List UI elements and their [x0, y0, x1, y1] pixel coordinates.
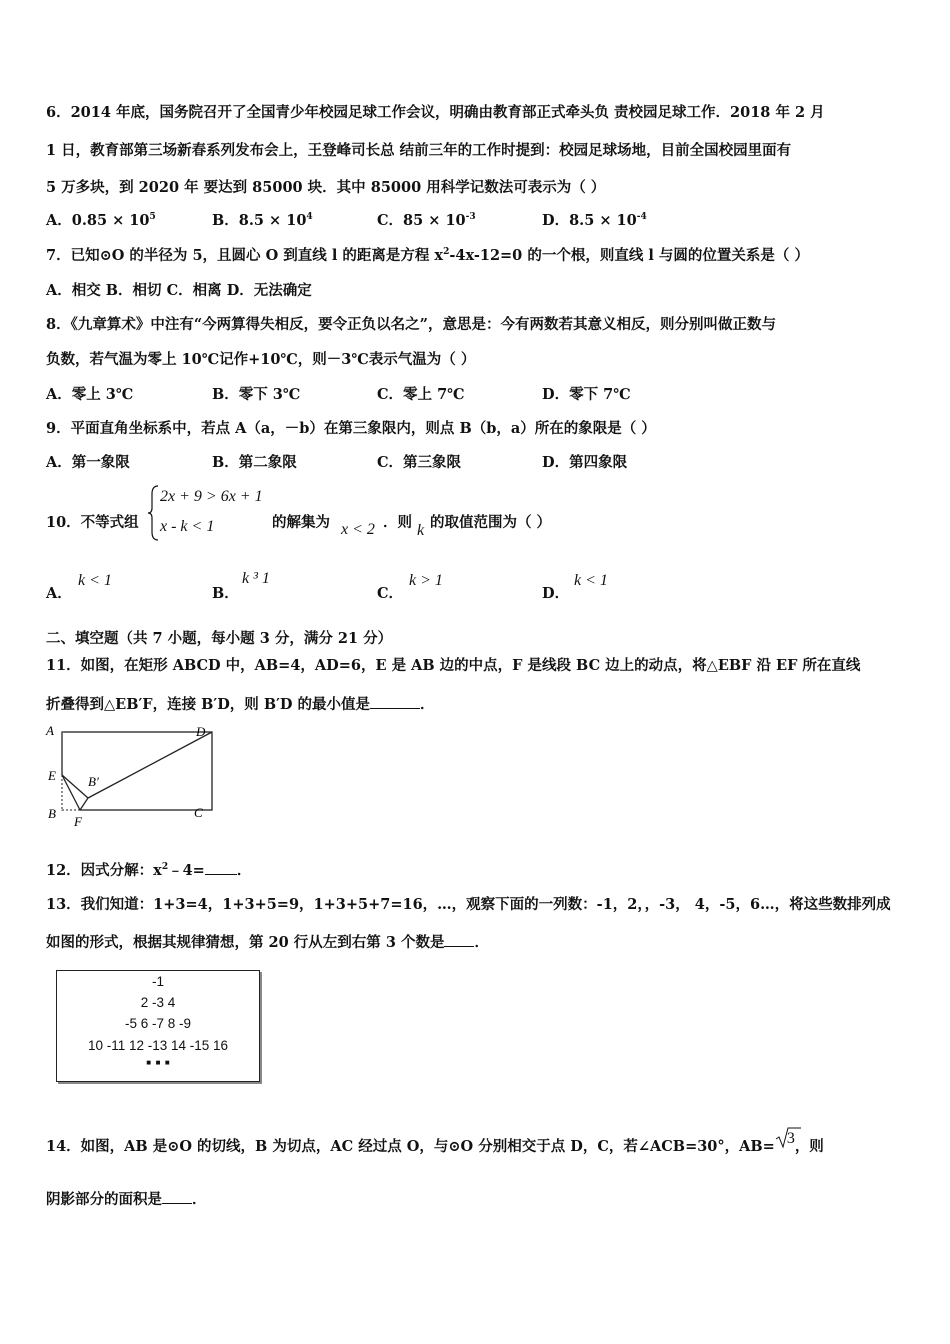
q14-line2: 阴影部分的面积是 ． — [46, 1191, 207, 1208]
q10-suffix: 的取值范围为（ ） — [430, 514, 552, 531]
label-d: D — [196, 724, 206, 739]
q8-option-a: A．零上 3℃ — [46, 386, 134, 403]
q8-option-c: C．零上 7℃ — [377, 386, 465, 403]
q10-inequality-2: x - k < 1 — [160, 518, 215, 535]
q6-option-a: A．$0.85 \times 10^5$ — [46, 212, 156, 229]
q10-prefix: 10．不等式组 — [46, 514, 139, 531]
q8-option-b: B．零下 3℃ — [212, 386, 301, 403]
q10-option-d-label: D． — [542, 585, 570, 602]
q10-solution: x < 2 — [341, 521, 375, 538]
q13-line2: 如图的形式，根据其规律猜想，第 20 行从左到右第 3 个数是 ． — [46, 934, 489, 951]
label-f: F — [74, 814, 82, 829]
q11-line1: 11．如图，在矩形 ABCD 中，AB=4，AD=6，E 是 AB 边的中点，F 是线段 BC 边上的动点，将△EBF 沿 EF 所在直线 — [46, 657, 861, 674]
rectangle-figure — [40, 720, 220, 832]
q7-line1: 7．已知⊙O 的半径为 5，且圆心 O 到直线 l 的距离是方程 $x^2-4x-12=0$ 的一个根，则直线 l 与圆的位置关系是（ ） — [46, 247, 809, 264]
q7-options: A．相交 B．相切 C．相离 D．无法确定 — [46, 282, 312, 299]
q6-line3: 5 万多块，到 2020 年 要达到 85000 块．其中 85000 用科学记数法可表示为（ ） — [46, 179, 606, 196]
q10-mid2: ．则 — [383, 514, 412, 531]
triangle-row: 10 -11 12 -13 14 -15 16 — [87, 1038, 229, 1053]
q10-option-a-label: A． — [46, 585, 72, 602]
q6-line1: 6．2014 年底，国务院召开了全国青少年校园足球工作会议，明确由教育部正式牵头负 责校园足球工作．2018 年 2 月 — [46, 104, 825, 121]
q11-line2: 折叠得到△EB′F，连接 B′D，则 B′D 的最小值是 ． — [46, 696, 435, 713]
q8-line2: 负数，若气温为零上 10℃记作+10℃，则－3℃表示气温为（ ） — [46, 351, 476, 368]
q10-option-a: k < 1 — [78, 572, 112, 589]
triangle-row: -5 6 -7 8 -9 — [124, 1016, 192, 1031]
q9-line1: 9．平面直角坐标系中，若点 A（a，－b）在第三象限内，则点 B（b，a）所在的象限是（ ） — [46, 420, 656, 437]
triangle-row-ellipsis: ■ ■ ■ — [146, 1058, 170, 1067]
triangle-row: -1 — [151, 974, 164, 989]
q10-inequality-1: 2x + 9 > 6x + 1 — [160, 488, 263, 505]
q6-option-c: C．$85 \times 10^{-3}$ — [377, 212, 476, 229]
q9-option-b: B．第二象限 — [212, 454, 297, 471]
q10-option-b-label: B． — [212, 585, 239, 602]
q8-line1: 8．《九章算术》中注有“今两算得失相反，要令正负以名之”，意思是：今有两数若其意义相反，则分别叫做正数与 — [46, 316, 777, 333]
q10-var-k: k — [417, 522, 425, 539]
label-a: A — [46, 723, 54, 738]
q10-option-d: k < 1 — [574, 572, 608, 589]
sqrt-three: 3 — [775, 1129, 795, 1149]
q13-line1: 13．我们知道：1+3=4，1+3+5=9，1+3+5+7=16，…，观察下面的一列数：-1，2，，-3， 4，-5，6…，将这些数排列成 — [46, 896, 891, 913]
label-b-prime: B′ — [88, 774, 99, 789]
label-c: C — [194, 805, 203, 820]
q9-option-c: C．第三象限 — [377, 454, 462, 471]
section-heading: 二、填空题（共 7 小题，每小题 3 分，满分 21 分） — [46, 630, 393, 647]
label-b: B — [48, 806, 56, 821]
q10-option-b: k ³ 1 — [242, 570, 270, 587]
q14-line1: 14．如图，AB 是⊙O 的切线，B 为切点，AC 经过点 O，与⊙O 分别相交于点 D，C，若∠ACB=30°，AB= 3，则 — [46, 1130, 824, 1155]
q9-option-d: D．第四象限 — [542, 454, 628, 471]
q12-line: 12．因式分解：$x^2﹣4=$ ． — [46, 862, 252, 879]
q10-brace — [148, 484, 160, 542]
q9-option-a: A．第一象限 — [46, 454, 130, 471]
q10-option-c-label: C． — [377, 585, 404, 602]
q6-option-b: B．$8.5 \times 10^4$ — [212, 212, 313, 229]
triangle-row: 2 -3 4 — [140, 995, 176, 1010]
q10-option-c: k > 1 — [409, 572, 443, 589]
q6-line2: 1 日，教育部第三场新春系列发布会上，王登峰司长总 结前三年的工作时提到：校园足球场地，目前全国校园里面有 — [46, 142, 792, 159]
q10-mid: 的解集为 — [272, 514, 330, 531]
label-e: E — [48, 768, 56, 783]
q6-option-d: D．$8.5 \times 10^{-4}$ — [542, 212, 647, 229]
q8-option-d: D．零下 7℃ — [542, 386, 631, 403]
number-triangle-figure — [56, 970, 260, 1082]
